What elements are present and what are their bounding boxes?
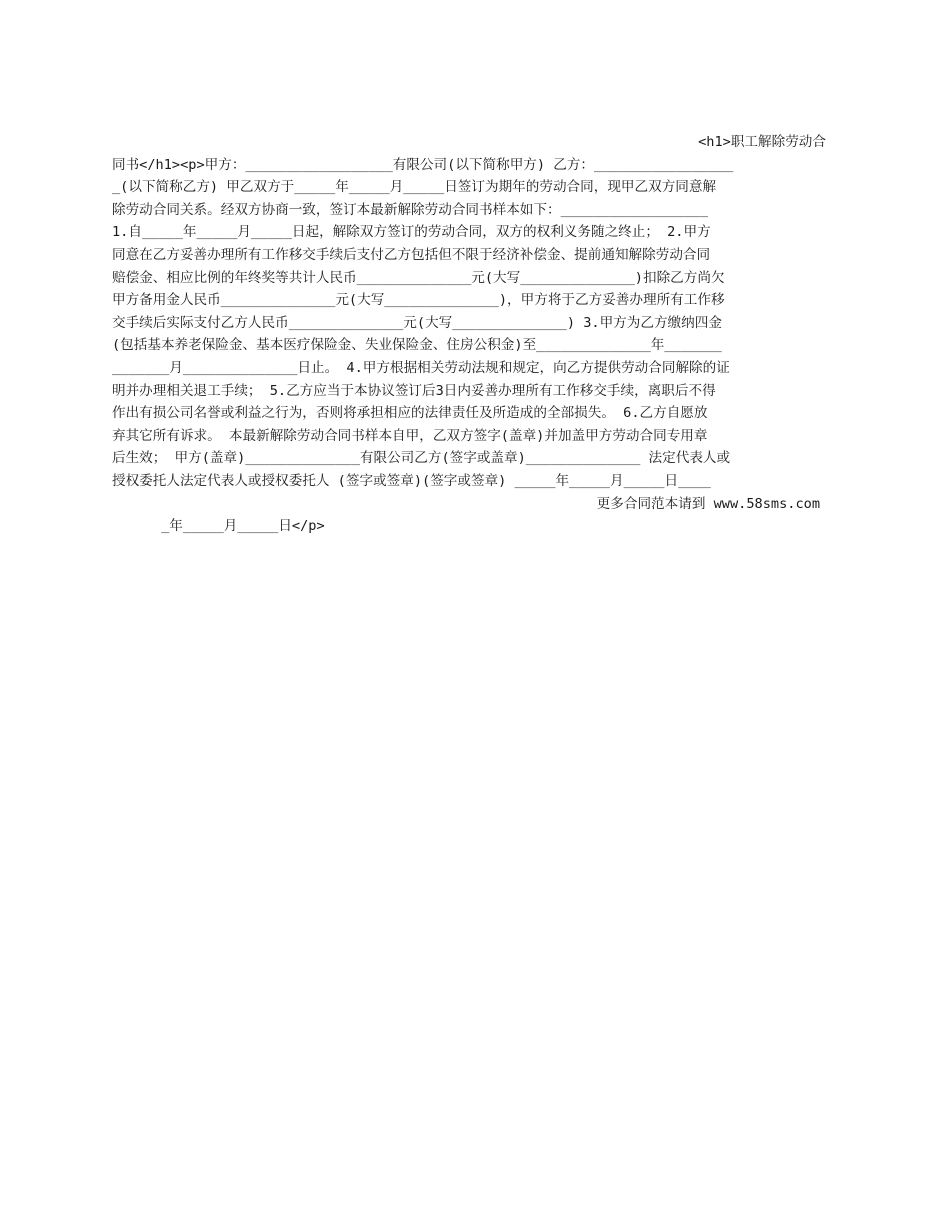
document-line: (包括基本养老保险金、基本医疗保险金、失业保险金、住房公积金)至______________年_______ [112, 337, 722, 354]
document-line: 授权委托人法定代表人或授权委托人 (签字或签章)(签字或签章) _____年_____月_____日____ [112, 472, 711, 489]
document-line: _年_____月_____日</p> [161, 518, 325, 535]
document-line: 明并办理相关退工手续； 5.乙方应当于本协议签订后3日内妥善办理所有工作移交手续，离职后不得 [112, 382, 716, 399]
document-line: 甲方备用金人民币______________元(大写______________)，甲方将于乙方妥善办理所有工作移 [112, 292, 725, 309]
document-line: 交手续后实际支付乙方人民币______________元(大写______________) 3.甲方为乙方缴纳四金 [112, 314, 722, 331]
document-line: 赔偿金、相应比例的年终奖等共计人民币______________元(大写______________)扣除乙方尚欠 [112, 269, 725, 286]
document-line: <h1>职工解除劳动合 [698, 134, 826, 150]
document-line: 作出有损公司名誉或利益之行为，否则将承担相应的法律责任及所造成的全部损失。 6.乙方自愿放 [112, 405, 708, 422]
document-line: 弃其它所有诉求。 本最新解除劳动合同书样本自甲，乙双方签字(盖章)并加盖甲方劳动合同专用章 [112, 427, 708, 444]
document-line: _(以下简称乙方) 甲乙双方于_____年_____月_____日签订为期年的劳动合同，现甲乙双方同意解 [112, 179, 717, 196]
document-line: 同意在乙方妥善办理所有工作移交手续后支付乙方包括但不限于经济补偿金、提前通知解除劳动合同 [112, 246, 711, 263]
document-line: _______月______________日止。 4.甲方根据相关劳动法规和规定，向乙方提供劳动合同解除的证 [112, 359, 730, 376]
document-line: 除劳动合同关系。经双方协商一致，签订本最新解除劳动合同书样本如下：__________________ [112, 201, 708, 218]
document-body [112, 131, 838, 535]
footer-link-text: 更多合同范本请到 www.58sms.com [596, 495, 820, 512]
document-line: 同书</h1><p>甲方：__________________有限公司(以下简称甲方) 乙方：_________________ [112, 156, 734, 173]
document-line: 1.自_____年_____月_____日起，解除双方签订的劳动合同，双方的权利义务随之终止； 2.甲方 [112, 224, 711, 241]
document-last-line [112, 493, 838, 535]
document-line: 后生效； 甲方(盖章)______________有限公司乙方(签字或盖章)______________ 法定代表人或 [112, 450, 731, 467]
